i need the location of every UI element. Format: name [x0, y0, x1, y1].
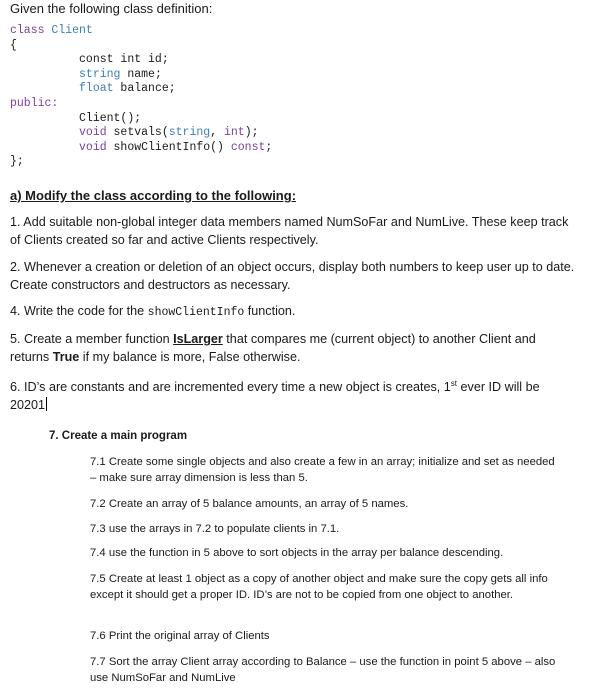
function-name: IsLarger [173, 332, 223, 346]
task-text: function. [244, 304, 296, 318]
code-line: Client(); [79, 111, 142, 125]
code-line: id; [148, 53, 169, 67]
task-text: 4. Write the code for the [10, 304, 148, 318]
task-item-6 [10, 375, 576, 414]
code-keyword: class [10, 24, 45, 37]
main-program-heading: 7. Create a main program [49, 430, 188, 442]
code-line: ; [265, 140, 273, 154]
task-item-2: 2. Whenever a creation or deletion of an object occurs, display both numbers to keep user up to date. Create constructors and destructors as necessary. [10, 260, 575, 292]
task-text: ever ID will be 20201 [10, 380, 540, 412]
code-line: { [10, 38, 17, 52]
code-keyword: void [79, 140, 107, 154]
superscript: st [450, 379, 458, 388]
code-line: name; [120, 67, 162, 81]
section-heading: a) Modify the class according to the following: [10, 188, 297, 203]
code-line: showClientInfo() [106, 140, 231, 154]
function-name: showClientInfo [147, 306, 245, 319]
code-keyword: const [230, 140, 266, 154]
code-keyword: int [223, 126, 245, 140]
task-text: if my balance is more, False otherwise. [79, 349, 301, 364]
code-line: const int [79, 53, 149, 67]
bold-word: True [52, 349, 80, 364]
subtask-7-2: 7.2 Create an array of 5 balance amounts, an array of 5 names. [90, 498, 409, 510]
subtask-7-6: 7.6 Print the original array of Clients [90, 630, 270, 642]
code-line: , [210, 126, 224, 140]
class-definition-code [10, 24, 272, 170]
code-type: string [168, 126, 211, 140]
task-text: 6. ID’s are constants and are incremented every time a new object is creates, 1 [10, 380, 451, 395]
code-keyword: public: [10, 96, 59, 110]
subtask-7-7: 7.7 Sort the array Client array according to Balance – use the function in point 5 above – also use NumSoFar and NumLive [90, 656, 556, 684]
task-text: that compares me (current object) to another Client and returns [10, 332, 536, 364]
subtask-7-3: 7.3 use the arrays in 7.2 to populate clients in 7.1. [90, 523, 340, 535]
code-line: ); [244, 126, 259, 140]
code-line: }; [10, 155, 24, 169]
text-cursor [46, 397, 47, 411]
code-class-name: Client [51, 24, 93, 37]
subtask-7-1: 7.1 Create some single objects and also create a few in an array; initialize and set as needed – make sure array dimension is less than 5. [90, 456, 555, 484]
subtask-7-5: 7.5 Create at least 1 object as a copy of another object and make sure the copy gets all info except it should get a proper ID. ID’s are not to be copied from one object to another. [90, 573, 548, 601]
task-item-4 [10, 303, 576, 322]
code-keyword: void [79, 126, 107, 140]
code-type: float [79, 82, 114, 96]
task-item-1: 1. Add suitable non-global integer data members named NumSoFar and NumLive. These keep track of Clients created so far and active Clients respectively. [10, 215, 569, 247]
subtask-7-4: 7.4 use the function in 5 above to sort objects in the array per balance descending. [90, 547, 504, 559]
code-line: balance; [113, 82, 176, 96]
code-line: setvals( [106, 126, 169, 140]
code-type: string [79, 67, 121, 81]
intro-text: Given the following class definition: [10, 1, 213, 16]
task-text: 5. Create a member function [10, 332, 174, 346]
task-item-5 [10, 331, 576, 366]
